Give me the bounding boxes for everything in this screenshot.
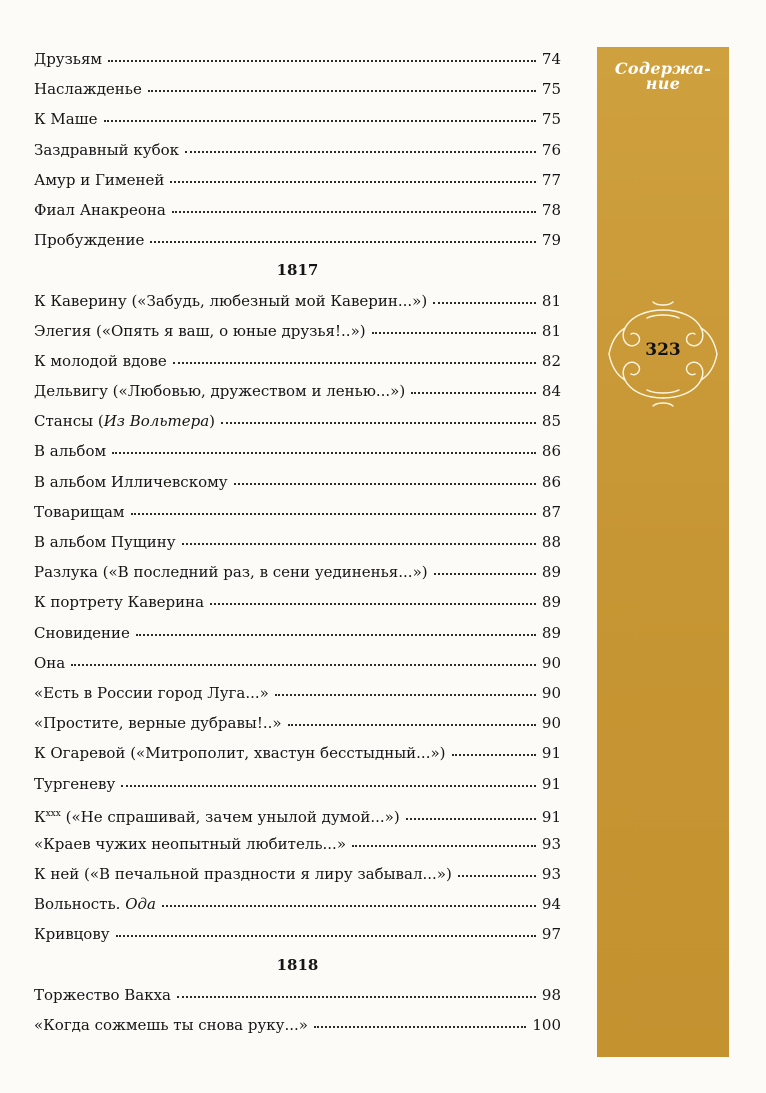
toc-entry-page: 100 [532,1016,561,1034]
dot-leader [121,784,536,787]
toc-entry-title: Дельвигу («Любовью, дружеством и ленью...») [34,382,406,401]
toc-entry-page: 88 [541,533,561,551]
toc-entry-page: 81 [541,321,561,340]
dot-leader [71,663,536,666]
toc-entry[interactable] [34,74,561,104]
dot-leader [452,753,536,756]
toc-entry-page: 76 [541,140,561,159]
toc-entry-page: 89 [541,593,561,612]
dot-leader [150,240,536,243]
toc-entry[interactable] [34,406,561,436]
toc-entry[interactable] [34,165,561,195]
toc-entry-title: Разлука («В последний раз, в сени уединенья...») [34,563,428,582]
toc-entry[interactable] [34,497,561,527]
toc-entry-page: 87 [541,502,561,521]
toc-entry-title: К Маше [34,110,98,129]
dot-leader [177,995,536,998]
contents-sidebar-band [597,47,729,1057]
toc-entry-title: Стансы (Из Вольтера) [34,412,215,431]
toc-entry-title: «Есть в России город Луга...» [34,683,269,702]
dot-leader [433,301,536,304]
toc-entry[interactable] [34,376,561,406]
year-heading-1818: 1818 [276,955,319,974]
toc-entry-page: 77 [541,170,561,189]
toc-entry-page: 93 [541,865,561,884]
dot-leader [288,723,536,726]
toc-entry-page: 81 [541,291,561,310]
toc-entry[interactable] [34,225,561,255]
sidebar-title-line-2: ние [645,74,681,93]
dot-leader [112,451,536,454]
toc-entry-page: 85 [541,412,561,431]
toc-entry-title: К портрету Каверина [34,593,205,612]
dot-leader [182,542,536,545]
dot-leader [136,633,536,636]
toc-entry[interactable] [34,316,561,346]
toc-entry-page: 86 [541,472,561,491]
toc-entry-title: Вольность. Ода [34,895,156,914]
dot-leader [116,934,536,937]
toc-entry-title: Тургеневу [34,774,116,793]
toc-entry-page: 79 [541,231,561,250]
dot-leader [458,874,536,877]
dot-leader [172,210,536,213]
dot-leader [314,1025,526,1028]
toc-entry-title: В альбом [34,442,107,461]
toc-entry-page: 84 [541,382,561,401]
toc-entry[interactable] [34,44,561,74]
toc-entry-page: 91 [541,774,561,793]
toc-entry-title: Друзьям [34,50,103,68]
toc-entry-title: Фиал Анакреона [34,200,166,219]
toc-entry-page: 90 [541,683,561,702]
dot-leader [131,512,536,515]
sidebar-title [597,61,729,91]
toc-entry-title: К ней («В печальной праздности я лиру забывал...») [34,865,452,884]
dot-leader [185,150,536,153]
toc-entry[interactable] [34,587,561,617]
toc-entry-page: 75 [541,110,561,129]
toc-entry[interactable] [34,648,561,678]
toc-entry-page: 90 [541,653,561,672]
toc-entry[interactable] [34,135,561,165]
toc-entry-page: 75 [541,80,561,99]
toc-entry-page: 91 [541,744,561,763]
toc-entry-page: 74 [541,50,561,68]
toc-entry-title: Пробуждение [34,231,145,250]
dot-leader [221,421,536,424]
toc-entry[interactable] [34,889,561,919]
toc-entry[interactable] [34,527,561,557]
dot-leader [234,482,536,485]
toc-entry[interactable] [34,980,561,1010]
dot-leader [406,817,536,820]
toc-entry[interactable] [34,195,561,225]
toc-entry-title: Торжество Вакха [34,985,171,1004]
toc-entry[interactable] [34,618,561,648]
toc-entry-title: В альбом Илличевскому [34,472,228,491]
toc-entry[interactable] [34,557,561,587]
toc-entry-page: 91 [541,807,561,826]
toc-entry-page: 89 [541,563,561,582]
toc-entry[interactable] [34,436,561,466]
toc-entry[interactable] [34,799,561,829]
dot-leader [352,844,536,847]
toc-entry-title: Заздравный кубок [34,140,180,159]
dot-leader [170,180,536,183]
toc-entry-title: «Краев чужих неопытный любитель...» [34,834,346,853]
toc-entry[interactable] [34,738,561,768]
toc-entry[interactable] [34,919,561,949]
toc-entry-title: Она [34,653,66,672]
toc-entry[interactable] [34,859,561,889]
dot-leader [162,904,536,907]
toc-entry-page: 82 [541,351,561,370]
toc-entry-page: 86 [541,442,561,461]
toc-entry[interactable] [34,1010,561,1040]
toc-entry-title: Сновидение [34,623,130,642]
page-number: 323 [645,340,681,360]
dot-leader [104,119,536,122]
toc-entry-title: Товарищам [34,502,125,521]
dot-leader [173,361,536,364]
table-of-contents [34,44,561,1040]
dot-leader [210,602,536,605]
toc-entry-title: $К^{xxx}$ («Не спрашивай, зачем унылой думой...») [34,807,400,826]
year-heading-1817: 1817 [276,261,319,280]
toc-entry-page: 94 [541,895,561,914]
toc-entry[interactable] [34,286,561,316]
dot-leader [275,693,536,696]
toc-entry-title: Амур и Гименей [34,170,165,189]
toc-entry-page: 90 [541,714,561,733]
toc-entry-page: 78 [541,200,561,219]
toc-entry[interactable] [34,829,561,859]
toc-entry-title: К Огаревой («Митрополит, хвастун бесстыдный...») [34,744,446,763]
toc-entry-title: Кривцову [34,925,110,944]
toc-entry[interactable] [34,769,561,799]
dot-leader [372,331,536,334]
toc-entry-title: К молодой вдове [34,351,167,370]
dot-leader [148,89,536,92]
sidebar-title-line-1: Содержа- [614,59,712,78]
toc-entry-title: К Каверину («Забудь, любезный мой Каверин...») [34,291,428,310]
toc-entry-title: «Когда сожмешь ты снова руку...» [34,1016,308,1034]
toc-entry[interactable] [34,467,561,497]
dot-leader [434,572,536,575]
toc-entry[interactable] [34,708,561,738]
toc-entry-page: 98 [541,985,561,1004]
toc-entry-title: Наслажденье [34,80,142,99]
toc-entry-page: 93 [541,834,561,853]
toc-entry[interactable] [34,104,561,134]
dot-leader [108,59,536,62]
toc-entry[interactable] [34,346,561,376]
toc-entry-title: Элегия («Опять я ваш, о юные друзья!..») [34,321,366,340]
toc-entry-page: 97 [541,925,561,944]
toc-entry-title: «Простите, верные дубравы!..» [34,714,282,733]
toc-entry-title: В альбом Пущину [34,533,176,551]
toc-entry[interactable] [34,678,561,708]
dot-leader [411,391,536,394]
toc-entry-page: 89 [541,623,561,642]
